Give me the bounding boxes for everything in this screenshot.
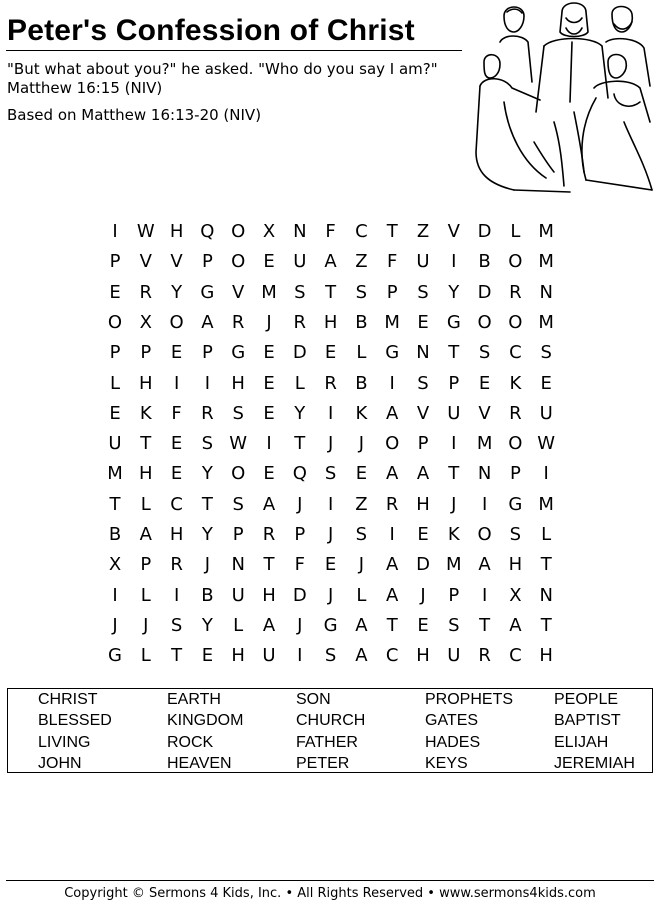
grid-letter: O bbox=[508, 251, 523, 273]
grid-letter: O bbox=[477, 311, 492, 333]
grid-letter: I bbox=[481, 493, 488, 515]
grid-letter: B bbox=[201, 584, 214, 606]
grid-letter: O bbox=[169, 311, 184, 333]
grid-letter: O bbox=[477, 524, 492, 545]
word-list-item: BAPTIST bbox=[554, 712, 621, 730]
grid-letter: R bbox=[231, 311, 245, 333]
grid-letter: S bbox=[540, 342, 552, 364]
grid-letter: M bbox=[538, 221, 554, 242]
grid-letter: M bbox=[261, 281, 277, 303]
grid-letter: M bbox=[538, 493, 554, 515]
grid-letter: H bbox=[323, 311, 338, 333]
grid-letter: U bbox=[447, 402, 461, 424]
grid-letter: H bbox=[139, 463, 153, 485]
grid-letter: T bbox=[201, 493, 213, 515]
grid-letter: F bbox=[294, 554, 305, 576]
jesus-and-disciples-illustration bbox=[474, 2, 656, 196]
grid-letter: P bbox=[140, 342, 152, 364]
grid-letter: Z bbox=[355, 251, 368, 273]
grid-letter: V bbox=[139, 251, 152, 273]
grid-letter: L bbox=[140, 584, 151, 606]
grid-letter: I bbox=[173, 584, 180, 606]
grid-letter: A bbox=[478, 554, 491, 576]
grid-letter: Y bbox=[201, 524, 213, 545]
grid-letter: D bbox=[292, 342, 307, 364]
grid-letter: X bbox=[509, 584, 522, 606]
grid-letter: H bbox=[508, 554, 523, 576]
grid-letter: H bbox=[416, 493, 430, 515]
grid-letter: T bbox=[171, 645, 183, 667]
word-list-item: ROCK bbox=[167, 733, 214, 751]
grid-letter: J bbox=[297, 493, 303, 515]
grid-letter: R bbox=[262, 524, 276, 545]
grid-letter: E bbox=[324, 554, 337, 576]
grid-letter: S bbox=[324, 645, 337, 667]
grid-letter: A bbox=[262, 493, 276, 515]
word-list-box bbox=[7, 688, 653, 773]
grid-letter: C bbox=[509, 645, 522, 667]
grid-letter: S bbox=[170, 614, 183, 636]
grid-letter: X bbox=[262, 221, 276, 242]
word-list-item: KINGDOM bbox=[167, 712, 244, 730]
grid-letter: J bbox=[358, 433, 365, 455]
grid-letter: T bbox=[448, 463, 460, 485]
grid-letter: P bbox=[417, 433, 429, 455]
grid-letter: B bbox=[478, 251, 491, 273]
grid-letter: N bbox=[416, 342, 430, 364]
grid-letter: E bbox=[263, 251, 275, 273]
grid-letter: O bbox=[231, 463, 246, 485]
grid-letter: X bbox=[108, 554, 122, 576]
grid-letter: T bbox=[140, 433, 152, 455]
grid-letter: S bbox=[232, 402, 244, 424]
grid-letter: G bbox=[108, 645, 122, 667]
grid-letter: E bbox=[263, 342, 275, 364]
grid-letter: K bbox=[139, 402, 152, 424]
grid-letter: T bbox=[263, 554, 275, 576]
grid-letter: C bbox=[170, 493, 183, 515]
grid-letter: L bbox=[294, 372, 305, 394]
grid-letter: N bbox=[477, 463, 492, 485]
grid-letter: E bbox=[109, 402, 121, 424]
grid-letter: H bbox=[231, 645, 245, 667]
grid-letter: D bbox=[292, 584, 307, 606]
grid-letter: T bbox=[540, 614, 552, 636]
grid-letter: R bbox=[324, 372, 337, 394]
grid-letter: L bbox=[140, 493, 151, 515]
grid-letter: O bbox=[231, 251, 246, 273]
grid-letter: J bbox=[266, 311, 272, 333]
grid-letter: J bbox=[204, 554, 211, 576]
grid-letter: L bbox=[510, 221, 521, 242]
grid-letter: U bbox=[293, 251, 307, 273]
grid-letter: M bbox=[107, 463, 123, 485]
grid-letter: A bbox=[262, 614, 276, 636]
word-list-item: KEYS bbox=[425, 754, 468, 772]
grid-letter: G bbox=[508, 493, 523, 515]
word-list-item: CHRIST bbox=[38, 691, 98, 708]
grid-letter: G bbox=[446, 311, 461, 333]
grid-letter: Q bbox=[200, 221, 215, 242]
grid-letter: R bbox=[509, 402, 522, 424]
grid-letter: K bbox=[509, 372, 522, 394]
grid-letter: D bbox=[416, 554, 430, 576]
grid-letter: O bbox=[107, 311, 123, 333]
grid-letter: A bbox=[324, 251, 337, 273]
grid-letter: U bbox=[447, 645, 461, 667]
grid-letter: P bbox=[448, 372, 460, 394]
grid-letter: I bbox=[389, 524, 395, 545]
word-list-item: PROPHETS bbox=[425, 691, 514, 708]
grid-letter: J bbox=[143, 614, 149, 636]
grid-letter: E bbox=[540, 372, 552, 394]
grid-letter: P bbox=[386, 281, 398, 303]
grid-letter: V bbox=[416, 402, 430, 424]
grid-letter: C bbox=[385, 645, 399, 667]
grid-letter: W bbox=[229, 433, 248, 455]
grid-letter: T bbox=[294, 433, 306, 455]
grid-letter: H bbox=[169, 221, 184, 242]
grid-letter: T bbox=[109, 493, 121, 515]
grid-letter: I bbox=[112, 221, 118, 242]
grid-letter: E bbox=[170, 433, 183, 455]
grid-letter: M bbox=[538, 251, 554, 273]
grid-letter: S bbox=[448, 614, 460, 636]
grid-letter: F bbox=[387, 251, 398, 273]
grid-letter: S bbox=[417, 372, 429, 394]
grid-letter: E bbox=[201, 645, 214, 667]
grid-letter: U bbox=[539, 402, 553, 424]
grid-letter: R bbox=[201, 402, 214, 424]
grid-letter: S bbox=[294, 281, 306, 303]
grid-letter: V bbox=[447, 221, 460, 242]
word-list-item: LIVING bbox=[38, 733, 91, 751]
grid-letter: H bbox=[139, 372, 153, 394]
grid-letter: S bbox=[232, 493, 244, 515]
grid-letter: J bbox=[358, 554, 365, 576]
grid-letter: K bbox=[355, 402, 368, 424]
grid-letter: S bbox=[417, 281, 429, 303]
grid-letter: K bbox=[447, 524, 460, 545]
grid-letter: Y bbox=[171, 281, 183, 303]
grid-letter: O bbox=[508, 311, 523, 333]
grid-letter: T bbox=[386, 614, 398, 636]
grid-letter: J bbox=[327, 584, 334, 606]
grid-letter: O bbox=[508, 433, 523, 455]
grid-letter: E bbox=[478, 372, 491, 394]
grid-letter: P bbox=[109, 342, 121, 364]
grid-letter: A bbox=[386, 554, 399, 576]
grid-letter: S bbox=[324, 463, 337, 485]
grid-letter: J bbox=[420, 584, 426, 606]
grid-letter: J bbox=[112, 614, 118, 636]
grid-letter: E bbox=[170, 342, 183, 364]
grid-letter: P bbox=[294, 524, 306, 545]
grid-letter: V bbox=[232, 281, 245, 303]
grid-letter: M bbox=[538, 311, 554, 333]
footer-divider bbox=[6, 880, 654, 881]
grid-letter: R bbox=[170, 554, 183, 576]
grid-letter: R bbox=[293, 311, 307, 333]
grid-letter: X bbox=[139, 311, 152, 333]
grid-letter: I bbox=[389, 372, 395, 394]
grid-letter: A bbox=[509, 614, 522, 636]
grid-letter: U bbox=[108, 433, 122, 455]
word-list-item: ELIJAH bbox=[554, 733, 609, 751]
grid-letter: E bbox=[109, 281, 121, 303]
grid-letter: I bbox=[327, 402, 334, 424]
grid-letter: E bbox=[263, 463, 275, 485]
grid-letter: I bbox=[173, 372, 180, 394]
bible-verse: "But what about you?" he asked. "Who do you say I am?" Matthew 16:15 (NIV) bbox=[7, 60, 438, 97]
grid-letter: Z bbox=[355, 493, 368, 515]
grid-letter: M bbox=[384, 311, 400, 333]
grid-letter: C bbox=[355, 221, 368, 242]
grid-letter: T bbox=[540, 554, 552, 576]
word-list-item: BLESSED bbox=[38, 712, 112, 730]
grid-letter: C bbox=[509, 342, 522, 364]
word-list-item: HEAVEN bbox=[167, 754, 232, 772]
grid-letter: N bbox=[293, 221, 307, 242]
grid-letter: I bbox=[327, 493, 334, 515]
grid-letter: F bbox=[325, 221, 336, 242]
page-title: Peter's Confession of Christ bbox=[7, 14, 415, 47]
grid-letter: N bbox=[231, 554, 245, 576]
grid-letter: S bbox=[355, 524, 368, 545]
grid-letter: L bbox=[140, 645, 151, 667]
word-list-item: GATES bbox=[425, 712, 479, 730]
grid-letter: P bbox=[140, 554, 152, 576]
grid-letter: P bbox=[232, 524, 244, 545]
grid-letter: T bbox=[479, 614, 491, 636]
grid-letter: I bbox=[204, 372, 211, 394]
grid-letter: R bbox=[385, 493, 399, 515]
grid-letter: M bbox=[476, 433, 493, 455]
grid-letter: F bbox=[171, 402, 182, 424]
grid-letter: Y bbox=[201, 614, 213, 636]
grid-letter: A bbox=[386, 402, 399, 424]
word-list-item: PEOPLE bbox=[554, 691, 619, 708]
grid-letter: Q bbox=[292, 463, 307, 485]
grid-letter: O bbox=[231, 221, 246, 242]
grid-letter: D bbox=[477, 281, 492, 303]
grid-letter: G bbox=[323, 614, 338, 636]
grid-letter: J bbox=[327, 433, 334, 455]
grid-letter: H bbox=[262, 584, 276, 606]
grid-letter: Y bbox=[294, 402, 306, 424]
grid-letter: E bbox=[324, 342, 337, 364]
grid-letter: W bbox=[136, 221, 155, 242]
grid-letter: D bbox=[477, 221, 492, 242]
grid-letter: H bbox=[231, 372, 245, 394]
word-list-item: HADES bbox=[425, 733, 481, 751]
word-list-item: JEREMIAH bbox=[554, 754, 635, 772]
grid-letter: E bbox=[417, 614, 429, 636]
grid-letter: S bbox=[355, 281, 368, 303]
grid-letter: U bbox=[231, 584, 245, 606]
grid-letter: R bbox=[509, 281, 522, 303]
grid-letter: I bbox=[543, 463, 549, 485]
grid-letter: V bbox=[170, 251, 183, 273]
grid-letter: E bbox=[263, 372, 275, 394]
grid-letter: B bbox=[355, 311, 368, 333]
grid-letter: S bbox=[201, 433, 214, 455]
word-list-item: CHURCH bbox=[296, 712, 366, 730]
copyright-footer: Copyright © Sermons 4 Kids, Inc. • All Rights Reserved • www.sermons4kids.com bbox=[64, 886, 596, 901]
grid-letter: Y bbox=[201, 463, 213, 485]
grid-letter: L bbox=[356, 584, 367, 606]
grid-letter: R bbox=[139, 281, 153, 303]
grid-letter: I bbox=[481, 584, 488, 606]
grid-letter: A bbox=[355, 645, 368, 667]
grid-letter: E bbox=[355, 463, 368, 485]
grid-letter: M bbox=[446, 554, 462, 576]
grid-letter: G bbox=[200, 281, 215, 303]
word-list-item: JOHN bbox=[38, 754, 82, 772]
grid-letter: G bbox=[231, 342, 246, 364]
word-list-item: EARTH bbox=[167, 691, 221, 708]
grid-letter: L bbox=[356, 342, 367, 364]
grid-letter: P bbox=[448, 584, 460, 606]
title-underline bbox=[6, 50, 462, 51]
grid-letter: A bbox=[355, 614, 368, 636]
grid-letter: L bbox=[109, 372, 121, 394]
grid-letter: G bbox=[385, 342, 400, 364]
grid-letter: E bbox=[263, 402, 275, 424]
word-list-item: FATHER bbox=[296, 733, 358, 751]
grid-letter: U bbox=[416, 251, 430, 273]
grid-letter: H bbox=[539, 645, 553, 667]
grid-letter: E bbox=[170, 463, 183, 485]
grid-letter: A bbox=[201, 311, 214, 333]
grid-letter: I bbox=[297, 645, 303, 667]
grid-letter: R bbox=[478, 645, 491, 667]
grid-letter: L bbox=[541, 524, 552, 545]
grid-letter: E bbox=[417, 311, 429, 333]
grid-letter: T bbox=[325, 281, 337, 303]
grid-letter: U bbox=[262, 645, 276, 667]
grid-letter: P bbox=[509, 463, 521, 485]
grid-letter: S bbox=[478, 342, 491, 364]
grid-letter: A bbox=[139, 524, 152, 545]
grid-letter: N bbox=[539, 281, 553, 303]
grid-letter: I bbox=[451, 433, 457, 455]
grid-letter: P bbox=[201, 342, 213, 364]
grid-letter: A bbox=[386, 584, 399, 606]
grid-letter: J bbox=[327, 524, 334, 545]
grid-letter: S bbox=[509, 524, 522, 545]
grid-letter: T bbox=[448, 342, 460, 364]
grid-letter: Y bbox=[448, 281, 460, 303]
grid-letter: B bbox=[355, 372, 368, 394]
grid-letter: P bbox=[109, 251, 121, 273]
grid-letter: T bbox=[386, 221, 398, 242]
grid-letter: J bbox=[451, 493, 457, 515]
grid-letter: A bbox=[416, 463, 430, 485]
grid-letter: I bbox=[112, 584, 118, 606]
grid-letter: E bbox=[417, 524, 429, 545]
grid-letter: W bbox=[537, 433, 556, 455]
word-list-item: SON bbox=[296, 691, 331, 708]
grid-letter: H bbox=[416, 645, 430, 667]
grid-letter: P bbox=[201, 251, 213, 273]
grid-letter: N bbox=[539, 584, 553, 606]
grid-letter: O bbox=[385, 433, 400, 455]
scripture-reference: Based on Matthew 16:13-20 (NIV) bbox=[7, 106, 262, 124]
grid-letter: Z bbox=[416, 221, 430, 242]
grid-letter: J bbox=[297, 614, 303, 636]
grid-letter: L bbox=[233, 614, 244, 636]
grid-letter: V bbox=[478, 402, 491, 424]
grid-letter: B bbox=[108, 524, 122, 545]
grid-letter: A bbox=[386, 463, 399, 485]
grid-letter: I bbox=[451, 251, 457, 273]
grid-letter: I bbox=[266, 433, 272, 455]
grid-letter: H bbox=[169, 524, 184, 545]
word-list-item: PETER bbox=[296, 754, 350, 772]
